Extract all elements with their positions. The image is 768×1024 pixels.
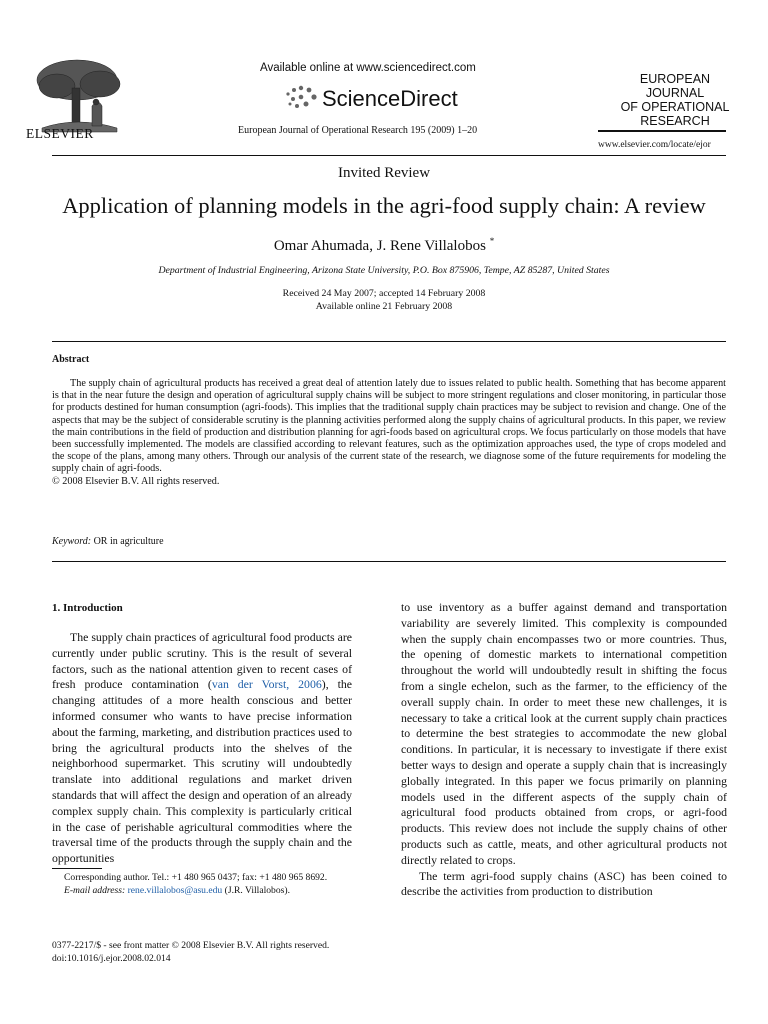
available-date: Available online 21 February 2008: [315, 300, 453, 312]
article-type: Invited Review: [337, 165, 431, 181]
corresponding-author-mark: *: [489, 236, 495, 246]
keywords: [52, 536, 164, 547]
journal-name: [600, 72, 750, 128]
journal-reference: European Journal of Operational Research 195 (2009) 1–20: [238, 125, 478, 136]
available-online-text: Available online at www.sciencedirect.com: [260, 62, 476, 74]
citation-link[interactable]: van der Vorst, 2006: [211, 677, 322, 692]
front-matter: [52, 940, 329, 965]
journal-name-line: JOURNAL: [645, 86, 705, 100]
author-names: Omar Ahumada, J. Rene Villalobos: [273, 238, 486, 254]
footnote-rule: [52, 868, 102, 869]
corresponding-author-note: Corresponding author. Tel.: +1 480 965 0437; fax: +1 480 965 8692.: [64, 872, 328, 883]
doi[interactable]: doi:10.1016/j.ejor.2008.02.014: [52, 952, 171, 964]
journal-name-line: EUROPEAN: [639, 72, 711, 86]
abstract-heading: Abstract: [52, 354, 90, 365]
keyword-value: OR in agriculture: [93, 536, 164, 547]
email-label: E-mail address:: [64, 884, 126, 896]
paragraph: The term agri-food supply chains (ASC) has been coined to describe the activities from production to distribution: [401, 868, 727, 899]
article-title: Application of planning models in the agri-food supply chain: A review: [62, 193, 706, 218]
received-date: Received 24 May 2007; accepted 14 February 2008: [282, 288, 486, 299]
elsevier-tree-logo: [22, 58, 132, 134]
abstract-body: [52, 378, 726, 488]
journal-url: www.elsevier.com/locate/ejor: [598, 140, 711, 150]
front-matter-line: 0377-2217/$ - see front matter © 2008 Elsevier B.V. All rights reserved.: [52, 940, 330, 951]
right-column: [401, 600, 727, 900]
abstract-copyright: © 2008 Elsevier B.V. All rights reserved.: [52, 475, 220, 487]
authors: [0, 236, 768, 255]
publisher-name: ELSEVIER: [26, 126, 94, 141]
article-dates: [0, 288, 768, 313]
left-column: [52, 630, 352, 867]
email-suffix: (J.R. Villalobos).: [224, 884, 290, 896]
footnote: [52, 872, 382, 897]
abstract-top-rule: [52, 341, 726, 342]
paragraph: [52, 630, 352, 867]
abstract-bottom-rule: [52, 561, 726, 562]
paragraph-text: ), the changing attitudes of a more health conscious and better informed consumer who wants to have precise information about the farming, marketing, and distribution practices used to bring the agricultural products into the shelves of the neighborhood supermarket. This scrutiny will undoubtedly translate into additional regulations and market driven standards that will affect the design and operation of an already complex supply chain. This complexity is particularly critical in the case of perishable agricultural commodities where the traversal time of the products through the supply chain and the opportunities: [52, 677, 352, 866]
section-heading: 1. Introduction: [52, 602, 123, 614]
affiliation: Department of Industrial Engineering, Arizona State University, P.O. Box 875906, Tempe, AZ 85287, United States: [158, 265, 610, 276]
email-link[interactable]: rene.villalobos@asu.edu: [127, 884, 223, 896]
abstract-text: The supply chain of agricultural products has received a great deal of attention lately due to issues related to public health. Something that has become apparent is that in the near future the design and operation of agricultural supply chains will be subject to more stringent regulations and closer monitoring, in particular those for products destined for human consumption (agri-foods). This implies that the traditional supply chain practices may be subject to revision and change. One of the aspects that may be the subject of considerable scrutiny is the planning activities performed along the supply chains of agricultural products. In this paper, we review the main contributions in the field of production and distribution planning for agri-foods based on agricultural crops. We focus particularly on those models that have been successfully implemented. The models are classified according to relevant features, such as the optimization approaches used, the type of crops modeled and the scope of the plans, among many others. Through our analysis of the current state of the research, we diagnose some of the future requirements for modeling the supply chain of agri-foods.: [52, 378, 726, 475]
paragraph: to use inventory as a buffer against demand and transportation variability are severely limited. This complexity is compounded when the supply chain encompasses two or more countries. Thus, the opening of domestic markets to international competition throughout the world will undoubtedly result in shifting the focus from a single echelon, such as the farmer, to the efficiency of the overall supply chain. In order to meet these new challenges, it is necessary to take a critical look at the current supply chain practices to determine the best strategies to accommodate the new global conditions. In particular, it is necessary to investigate if there exist better ways to design and operate a supply chain that is increasingly globally integrated. In this paper we focus primarily on planning models used in the different aspects of the supply chain of agricultural food products obtained from crops, or agri-food products. This review does not include the supply chains of other products such as cattle, meats, and other agricultural products not directly related to crops.: [401, 600, 727, 867]
keyword-label: Keyword:: [52, 536, 92, 547]
email-note: [52, 885, 382, 898]
header-rule: [52, 155, 726, 156]
paragraph-text: The supply chain practices of agricultural food products are currently under public scrutiny. This is the result of several factors, such as the national attention given to recent cases of fresh produce contamination (: [52, 630, 352, 692]
journal-name-underline: [598, 130, 726, 132]
sciencedirect-logo: ScienceDirect: [322, 86, 458, 111]
journal-name-line: RESEARCH: [640, 114, 710, 128]
journal-name-line: OF OPERATIONAL: [620, 100, 730, 114]
